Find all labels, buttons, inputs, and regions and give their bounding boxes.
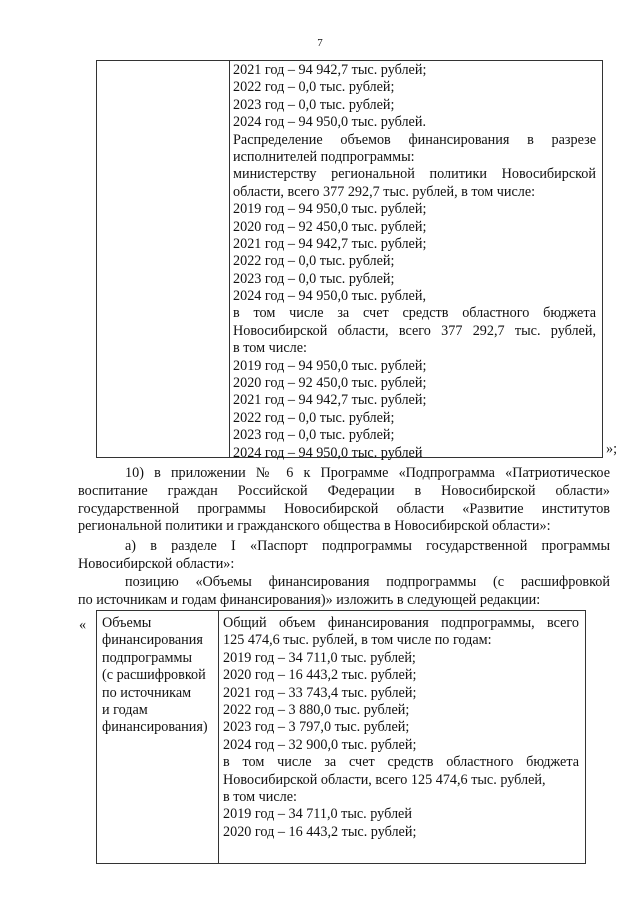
table-text-line: 2019 год – 94 950,0 тыс. рублей; <box>233 201 427 218</box>
paragraph-line: позицию «Объемы финансирования подпрограммы (с расшифровкой <box>125 574 610 590</box>
table-text-line: Общий объем финансирования подпрограммы, всего <box>223 615 579 631</box>
table-text-line: 2019 год – 34 711,0 тыс. рублей <box>223 806 412 823</box>
table-text-line: 2019 год – 94 950,0 тыс. рублей; <box>233 357 427 374</box>
table-label-line: финансирования) <box>102 719 208 736</box>
table-text-line: 2020 год – 92 450,0 тыс. рублей; <box>233 375 427 392</box>
paragraph-line: 10) в приложении № 6 к Программе «Подпрограмма «Патриотическое <box>125 465 610 481</box>
table-text-line: 2023 год – 0,0 тыс. рублей; <box>233 270 395 287</box>
table-text-line: 2024 год – 94 950,0 тыс. рублей, <box>233 288 426 305</box>
table-text-line: Новосибирской области, всего 125 474,6 тыс. рублей, <box>223 771 546 788</box>
paragraph-item-10 <box>78 465 610 536</box>
table-text-line: 2020 год – 16 443,2 тыс. рублей; <box>223 667 417 684</box>
table-text-line: 2021 год – 94 942,7 тыс. рублей; <box>233 235 427 252</box>
bottom-table <box>96 610 586 864</box>
paragraph-line: а) в разделе I «Паспорт подпрограммы государственной программы <box>125 538 610 554</box>
table-text-line: 2024 год – 94 950,0 тыс. рублей <box>233 444 423 461</box>
top-table-closing-quote: »; <box>606 441 618 457</box>
table-text-line: Распределение объемов финансирования в разрезе <box>233 131 596 148</box>
table-text-line: области, всего 377 292,7 тыс. рублей, в том числе: <box>233 183 536 200</box>
table-text-line: 2022 год – 0,0 тыс. рублей; <box>233 409 395 426</box>
table-text-line: 2024 год – 94 950,0 тыс. рублей. <box>233 114 426 131</box>
table-text-line: 2020 год – 16 443,2 тыс. рублей; <box>223 823 417 840</box>
table-text-line: 2022 год – 0,0 тыс. рублей; <box>233 79 395 96</box>
top-table <box>96 60 603 461</box>
table-text-line: в том числе: <box>233 340 307 357</box>
table-text-line: в том числе: <box>223 788 297 805</box>
table-text-line: в том числе за счет средств областного бюджета <box>223 754 579 771</box>
paragraph-line: по источникам и годам финансирования)» изложить в следующей редакции: <box>78 591 541 608</box>
table-label-line: и годам <box>102 701 148 718</box>
table-label-line: подпрограммы <box>102 649 192 666</box>
table-text-line: 2021 год – 94 942,7 тыс. рублей; <box>233 62 427 78</box>
table-text-line: Новосибирской области, всего 377 292,7 тыс. рублей, <box>233 322 596 339</box>
page-number: 7 <box>317 37 323 49</box>
paragraph-line: государственной программы Новосибирской области «Развитие институтов <box>78 500 610 517</box>
paragraph-item-position <box>78 574 610 610</box>
table-text-line: 2023 год – 0,0 тыс. рублей; <box>233 96 395 113</box>
bottom-table-left-cell <box>97 611 219 863</box>
table-label-line: Объемы <box>102 615 152 631</box>
table-text-line: 2021 год – 94 942,7 тыс. рублей; <box>233 392 427 409</box>
table-text-line: исполнителей подпрограммы: <box>233 148 415 165</box>
bottom-table-right-cell <box>223 615 579 841</box>
paragraph-line: Новосибирской области»: <box>78 555 235 572</box>
table-text-line: 2020 год – 92 450,0 тыс. рублей; <box>233 218 427 235</box>
table-text-line: 2022 год – 3 880,0 тыс. рублей; <box>223 701 410 718</box>
table-label-line: по источникам <box>102 684 192 701</box>
paragraph-item-a <box>78 538 610 574</box>
table-text-line: 2022 год – 0,0 тыс. рублей; <box>233 253 395 270</box>
table-text-line: 2024 год – 32 900,0 тыс. рублей; <box>223 736 417 753</box>
table-label-line: (с расшифровкой <box>102 667 206 684</box>
paragraph-line: воспитание граждан Российской Федерации в Новосибирской области» <box>78 482 610 499</box>
table-text-line: 2023 год – 0,0 тыс. рублей; <box>233 427 395 444</box>
table-text-line: 2019 год – 34 711,0 тыс. рублей; <box>223 649 416 666</box>
top-table-left-cell <box>97 61 230 457</box>
top-table-right-cell <box>233 62 596 462</box>
table-text-line: министерству региональной политики Новосибирской <box>233 166 596 183</box>
table-text-line: 125 474,6 тыс. рублей, в том числе по годам: <box>223 632 492 649</box>
table-text-line: 2023 год – 3 797,0 тыс. рублей; <box>223 719 410 736</box>
table-label-line: финансирования <box>102 632 203 649</box>
bottom-table-opening-quote: « <box>79 617 87 633</box>
table-text-line: 2021 год – 33 743,4 тыс. рублей; <box>223 684 417 701</box>
paragraph-line: региональной политики и гражданского общества в Новосибирской области»: <box>78 518 551 535</box>
table-text-line: в том числе за счет средств областного бюджета <box>233 305 596 322</box>
